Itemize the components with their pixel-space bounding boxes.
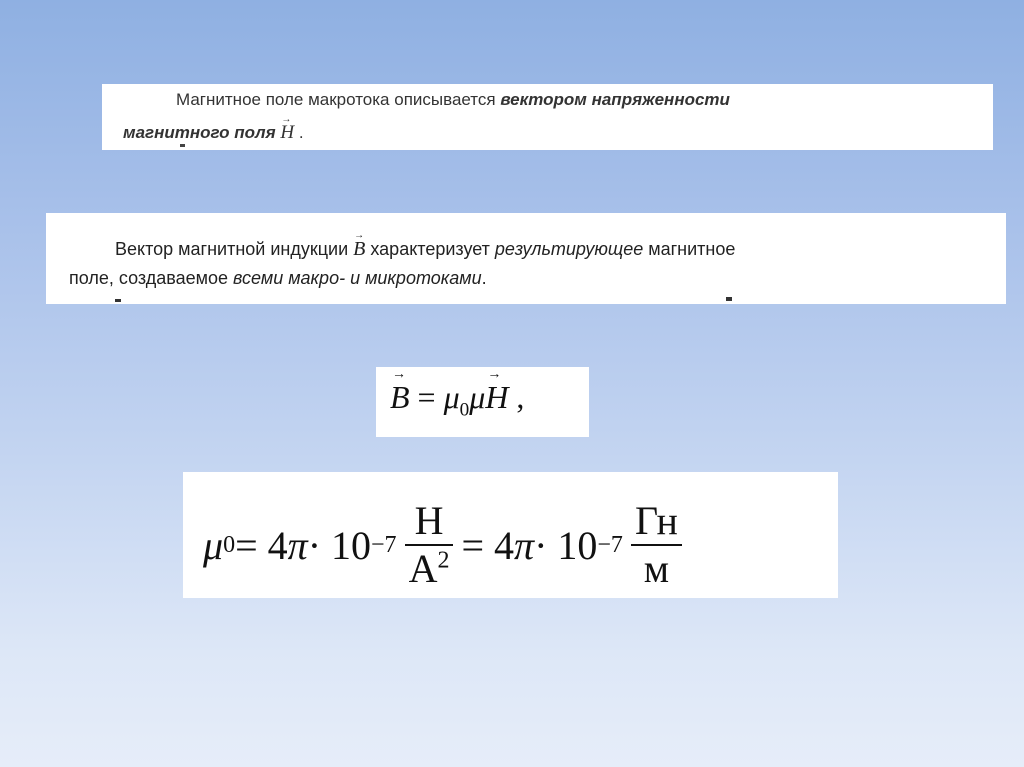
fraction-henry-per-meter xyxy=(631,500,682,590)
pi-symbol: π xyxy=(514,522,535,568)
h-vector-symbol: → H xyxy=(280,114,295,143)
clipped-text-fragment xyxy=(180,144,185,147)
formula-b-equals-mu-h xyxy=(390,367,525,421)
induction-text-panel xyxy=(46,213,1006,304)
panel1-period: . xyxy=(294,123,304,142)
mu-symbol: μ xyxy=(469,379,486,415)
panel2-italic: результирующее xyxy=(494,239,644,259)
formula-mu0-value xyxy=(203,500,690,590)
pi-symbol: π xyxy=(287,522,308,568)
fraction-denominator: $А^2$ xyxy=(408,546,450,591)
formula-mu0-panel xyxy=(183,472,838,598)
vector-arrow-icon: → xyxy=(354,230,365,241)
times-ten: · 10 xyxy=(307,522,372,568)
fraction-numerator: Н xyxy=(414,498,444,543)
vector-arrow-icon: → xyxy=(281,114,292,125)
panel2-text-end: магнитное xyxy=(643,239,736,259)
formula-comma: , xyxy=(508,379,525,415)
vector-arrow-icon: → xyxy=(487,367,502,382)
panel2-italic-2: всеми макро- и микротоками xyxy=(233,268,482,288)
panel2-line1 xyxy=(115,230,736,261)
b-vector: → B xyxy=(390,367,410,415)
panel1-emphasis-2: магнитного поля xyxy=(123,123,281,142)
panel2-line2 xyxy=(69,268,487,289)
clipped-text-fragment xyxy=(115,299,121,302)
subscript-zero: 0 xyxy=(459,399,470,421)
panel2-text: Вектор магнитной индукции xyxy=(115,239,354,259)
panel1-line1 xyxy=(176,90,730,110)
fraction-denominator: м xyxy=(643,546,670,591)
panel1-emphasis: вектором напряженности xyxy=(500,90,730,109)
exponent: −7 xyxy=(371,531,397,558)
exponent: −7 xyxy=(597,531,623,558)
mu-symbol: μ xyxy=(203,522,224,568)
panel2-text-mid: характеризует xyxy=(365,239,495,259)
panel2-text-2: поле, создаваемое xyxy=(69,268,234,288)
times-ten: · 10 xyxy=(534,522,598,568)
formula-b-mu-h-panel xyxy=(376,367,589,437)
equals-sign: = xyxy=(409,379,444,415)
clipped-text-fragment xyxy=(726,297,732,301)
h-vector: → H xyxy=(485,367,509,415)
mu-symbol: μ xyxy=(443,379,460,415)
b-vector-symbol: → B xyxy=(353,230,366,260)
equals-four: = 4 xyxy=(461,522,515,568)
panel1-line2 xyxy=(123,114,304,144)
macro-current-text-panel xyxy=(102,84,993,150)
subscript-zero: 0 xyxy=(223,531,236,558)
vector-arrow-icon: → xyxy=(392,367,406,382)
panel2-period: . xyxy=(481,268,487,288)
fraction-numerator: Гн xyxy=(634,498,678,543)
fraction-newton-per-ampere-squared xyxy=(405,500,454,590)
panel1-text: Магнитное поле макротока описывается xyxy=(176,90,501,109)
equals-four: = 4 xyxy=(235,522,288,568)
